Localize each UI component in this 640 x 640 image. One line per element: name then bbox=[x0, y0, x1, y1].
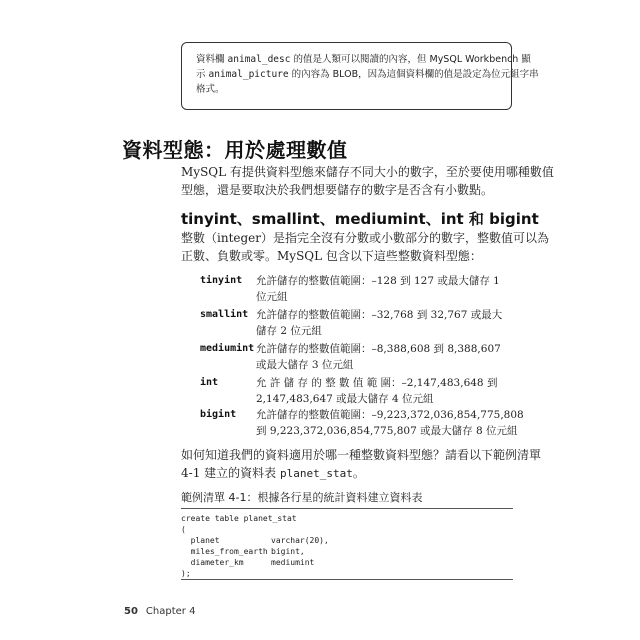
question-line-1: 如何知道我們的資料適用於哪一種整數資料型態？請看以下範例清單 bbox=[181, 448, 542, 462]
type-term: int bbox=[200, 377, 219, 388]
type-term: smallint bbox=[200, 309, 249, 320]
type-term: mediumint bbox=[200, 343, 255, 354]
type-desc bbox=[256, 407, 524, 439]
code-text: ( bbox=[181, 525, 186, 534]
page-number: 50 bbox=[124, 606, 138, 617]
type-desc-line: 允 許 儲 存 的 整 數 值 範 圍：–2,147,483,648 到 bbox=[256, 377, 498, 389]
type-desc-line: 允許儲存的整數值範圍：–128 到 127 或最大儲存 1 bbox=[256, 275, 500, 287]
question-text: 。 bbox=[352, 466, 365, 480]
type-desc bbox=[256, 341, 510, 373]
integer-para-line-1: 整數（integer）是指完全沒有分數或小數部分的數字，整數值可以為 bbox=[181, 231, 550, 245]
question-text: 4-1 建立的資料表 bbox=[181, 466, 280, 480]
type-desc bbox=[256, 375, 510, 407]
type-desc-line: 允許儲存的整數值範圍：–9,223,372,036,854,775,808 bbox=[256, 409, 524, 421]
intro-line-2: 型態，還是要取決於我們想要儲存的數字是否含有小數點。 bbox=[181, 183, 494, 197]
subsection-heading: tinyint、smallint、mediumint、int 和 bigint bbox=[181, 210, 539, 228]
type-desc-line: 允許儲存的整數值範圍：–32,768 到 32,767 或最大 bbox=[256, 309, 503, 321]
page-footer bbox=[124, 606, 195, 617]
listing-title: 範例清單 4-1：根據各行星的統計資料建立資料表 bbox=[181, 491, 423, 504]
type-desc-line: 儲存 2 位元組 bbox=[256, 325, 322, 337]
listing-divider-bottom bbox=[181, 579, 513, 580]
type-desc-line: 到 9,223,372,036,854,775,807 或最大儲存 8 位元組 bbox=[256, 425, 518, 437]
type-desc-line: 允許儲存的整數值範圍：–8,388,608 到 8,388,607 bbox=[256, 343, 501, 355]
intro-line-1: MySQL 有提供資料型態來儲存不同大小的數字，至於要使用哪種數值 bbox=[181, 165, 554, 179]
code-column-name: planet bbox=[181, 536, 220, 545]
type-desc-line: 位元組 bbox=[256, 291, 288, 303]
code-column-name: diameter_km bbox=[181, 558, 244, 567]
note-code: animal_picture bbox=[208, 69, 289, 80]
type-desc-line: 2,147,483,647 或最大儲存 4 位元組 bbox=[256, 393, 434, 405]
note-text: 的內容為 BLOB，因為這個資料欄的值是設定為位元組字串 bbox=[288, 69, 539, 80]
note-text: 的值是人類可以閱讀的內容，但 MySQL Workbench 顯 bbox=[290, 54, 531, 65]
note-line-2 bbox=[196, 67, 539, 82]
type-term: bigint bbox=[200, 409, 237, 420]
question-line-2 bbox=[181, 464, 365, 483]
note-line-1 bbox=[196, 52, 531, 67]
listing-divider-top bbox=[181, 508, 513, 509]
code-column-type: bigint, bbox=[271, 547, 305, 556]
code-column-name: miles_from_earth bbox=[181, 547, 268, 556]
type-desc bbox=[256, 307, 510, 339]
section-heading: 資料型態：用於處理數值 bbox=[122, 138, 348, 162]
code-text: create table planet_stat bbox=[181, 514, 297, 523]
chapter-label: Chapter 4 bbox=[145, 606, 196, 617]
code-column-type: mediumint bbox=[271, 558, 315, 567]
note-box bbox=[181, 42, 539, 110]
note-text: 資料欄 bbox=[196, 54, 228, 65]
type-desc bbox=[256, 273, 510, 305]
integer-para-line-2: 正數、負數或零。MySQL 包含以下這些整數資料型態： bbox=[181, 249, 482, 263]
type-desc-line: 或最大儲存 3 位元組 bbox=[256, 359, 354, 371]
note-line-3: 格式。 bbox=[196, 84, 225, 95]
code-column-type: varchar(20), bbox=[271, 536, 329, 545]
note-code: animal_desc bbox=[227, 54, 291, 65]
question-code: planet_stat bbox=[279, 467, 353, 480]
code-text: ); bbox=[181, 569, 191, 578]
type-term: tinyint bbox=[200, 275, 243, 286]
note-text: 示 bbox=[196, 69, 209, 80]
